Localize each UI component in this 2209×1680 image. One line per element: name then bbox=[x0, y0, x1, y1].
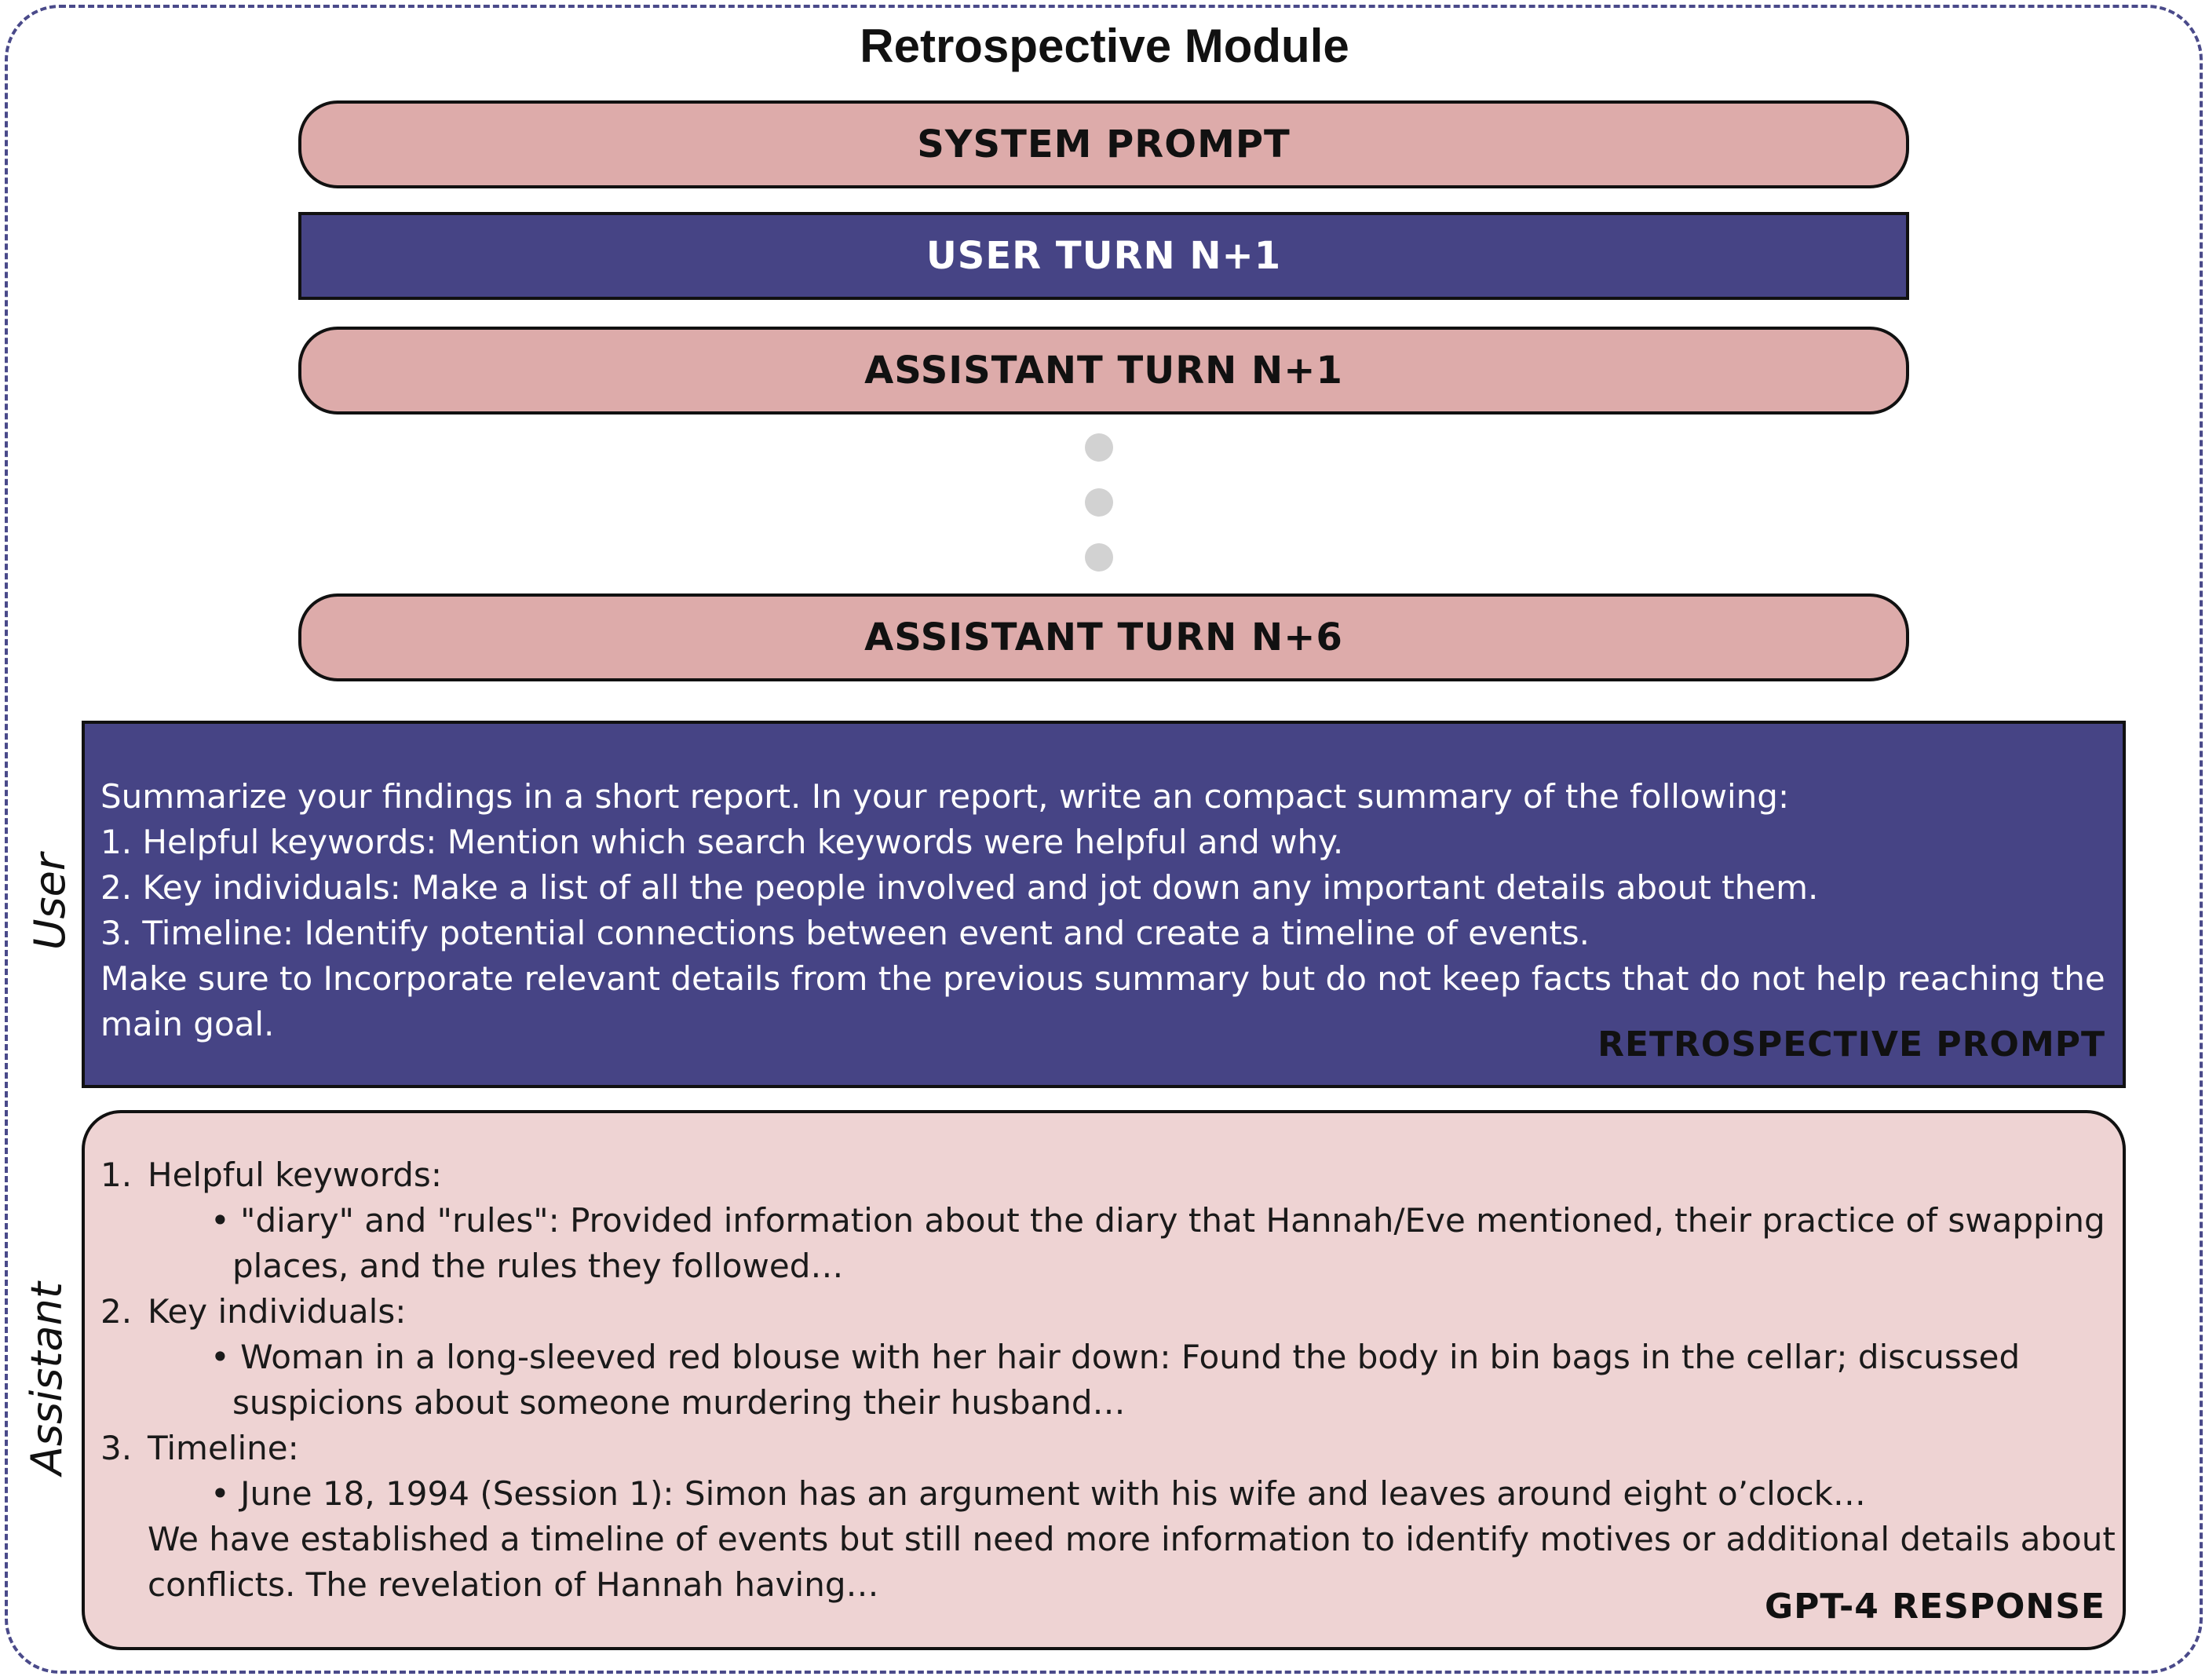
bullet-line: • "diary" and "rules": Provided information about the diary that Hannah/Eve mentioned, their practice of swapping bbox=[210, 1201, 2105, 1240]
bullet-continuation: places, and the rules they followed… bbox=[232, 1247, 844, 1285]
prompt-line: 2. Key individuals: Make a list of all the people involved and jot down any important details about them. bbox=[100, 868, 1819, 907]
bullet-text: "diary" and "rules": Provided information about the diary that Hannah/Eve mentioned, their practice of swapping bbox=[240, 1201, 2105, 1240]
retrospective-prompt-box bbox=[82, 721, 2126, 1088]
system-prompt-block: SYSTEM PROMPT bbox=[298, 100, 1909, 188]
prompt-line: 1. Helpful keywords: Mention which search keywords were helpful and why. bbox=[100, 823, 1344, 861]
prompt-line: Make sure to Incorporate relevant details from the previous summary but do not keep facts that do not help reaching the bbox=[100, 959, 2105, 998]
retrospective-prompt-tag: RETROSPECTIVE PROMPT bbox=[1597, 1024, 2105, 1065]
response-item bbox=[100, 1152, 2109, 1198]
assistant-side-label: Assistant bbox=[22, 1282, 71, 1476]
bullet-text: June 18, 1994 (Session 1): Simon has an argument with his wife and leaves around eight o’clock… bbox=[240, 1474, 1866, 1513]
response-item bbox=[100, 1426, 2109, 1471]
item-number: 2. bbox=[100, 1292, 133, 1331]
user-side-label: User bbox=[25, 853, 75, 950]
closing-line: We have established a timeline of events but still need more information to identify motives or additional details about bbox=[148, 1520, 2116, 1558]
ellipsis-dot bbox=[1085, 543, 1113, 572]
item-heading: Timeline: bbox=[148, 1429, 299, 1467]
bullet-text: Woman in a long-sleeved red blouse with her hair down: Found the body in bin bags in the cellar; discussed bbox=[240, 1338, 2021, 1376]
response-item bbox=[100, 1289, 2109, 1335]
prompt-line: Summarize your findings in a short report. In your report, write an compact summary of the following: bbox=[100, 777, 1790, 816]
item-number: 3. bbox=[100, 1429, 133, 1467]
assistant-turn-last-block: ASSISTANT TURN N+6 bbox=[298, 593, 1909, 681]
ellipsis-dot bbox=[1085, 488, 1113, 517]
prompt-line: main goal. bbox=[100, 1005, 275, 1043]
bullet-line: • Woman in a long-sleeved red blouse with her hair down: Found the body in bin bags in the cellar; discussed bbox=[210, 1338, 2021, 1376]
user-turn-block: USER TURN N+1 bbox=[298, 212, 1909, 300]
item-heading: Key individuals: bbox=[148, 1292, 407, 1331]
gpt4-response-tag: GPT-4 RESPONSE bbox=[1765, 1587, 2105, 1627]
item-heading: Helpful keywords: bbox=[148, 1156, 442, 1194]
item-number: 1. bbox=[100, 1156, 133, 1194]
prompt-line: 3. Timeline: Identify potential connections between event and create a timeline of events. bbox=[100, 914, 1590, 952]
ellipsis-dot bbox=[1085, 433, 1113, 462]
assistant-turn-first-block: ASSISTANT TURN N+1 bbox=[298, 327, 1909, 415]
closing-line: conflicts. The revelation of Hannah having… bbox=[148, 1565, 879, 1604]
bullet-continuation: suspicions about someone murdering their husband… bbox=[232, 1383, 1126, 1422]
bullet-line: • June 18, 1994 (Session 1): Simon has an argument with his wife and leaves around eight o’clock… bbox=[210, 1474, 1866, 1513]
module-title: Retrospective Module bbox=[860, 20, 1349, 72]
gpt4-response-box bbox=[82, 1110, 2126, 1650]
